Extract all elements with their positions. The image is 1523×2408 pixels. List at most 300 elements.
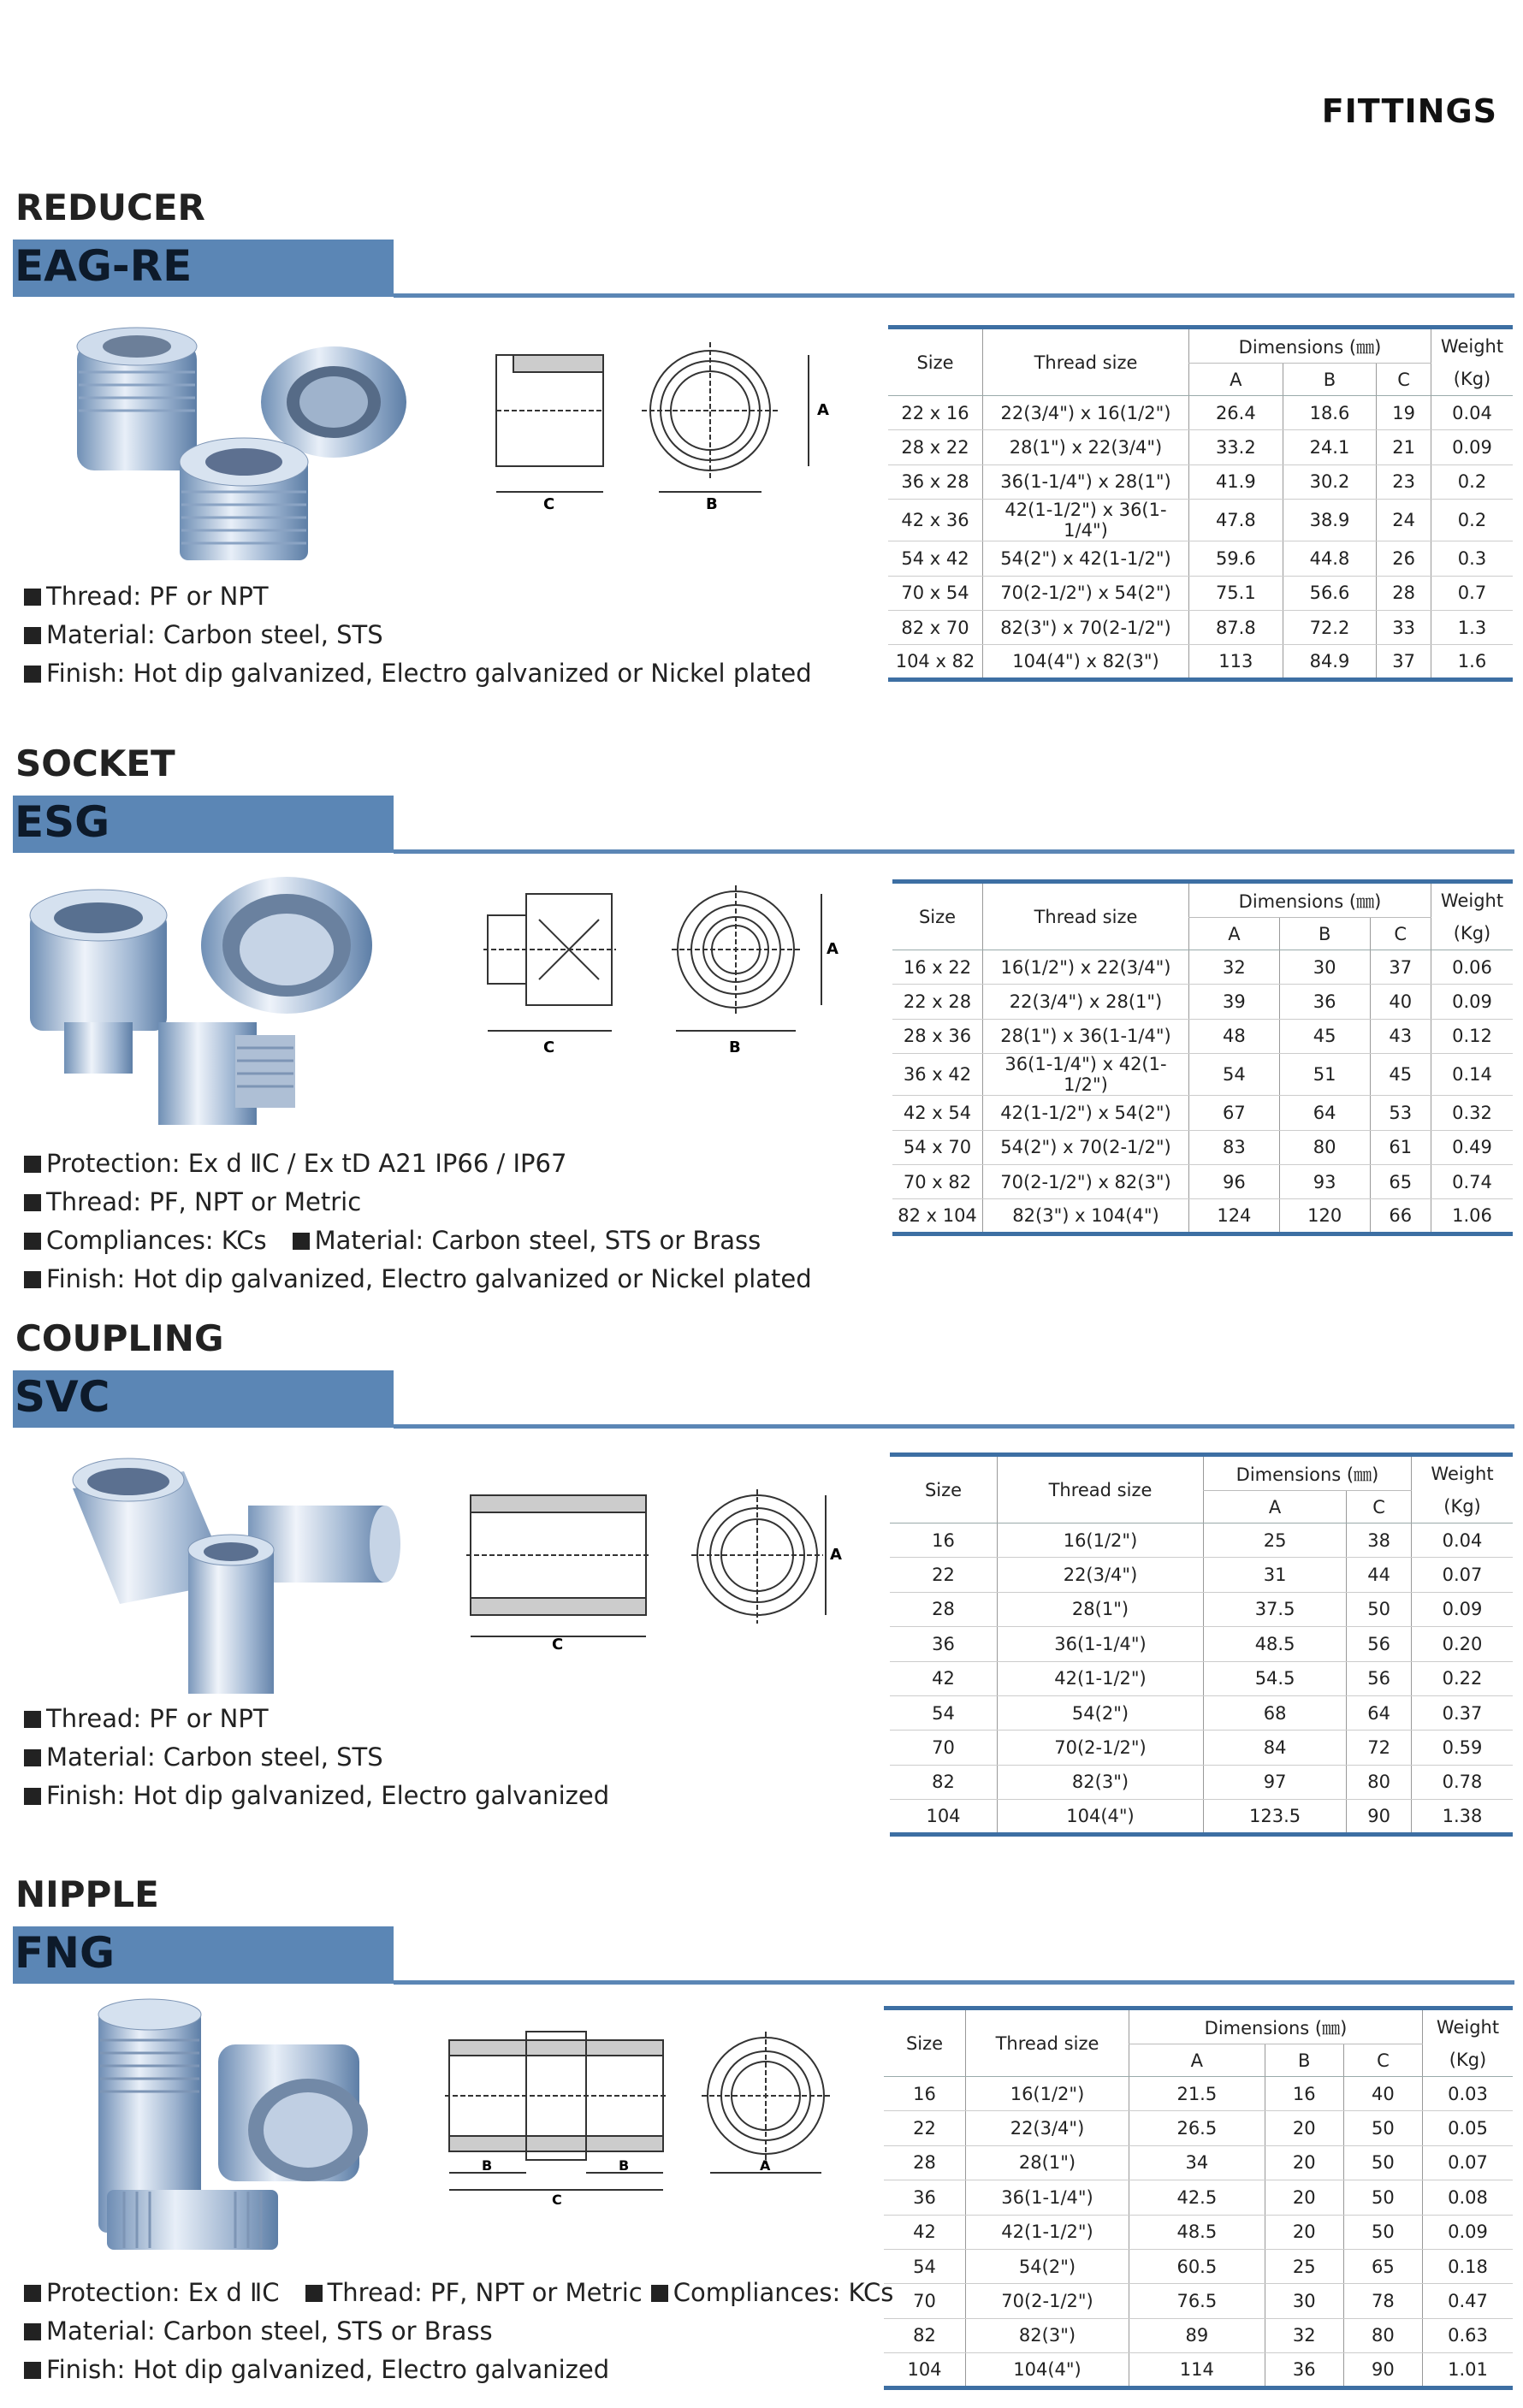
- dim-label-c: C: [552, 1636, 564, 1654]
- weight-cell: 1.06: [1431, 1199, 1514, 1234]
- bullet: Finish: Hot dip galvanized, Electro galvanized or Nickel plated: [24, 654, 812, 693]
- size-cell: 82 x 70: [888, 610, 983, 644]
- size-cell: 42: [890, 1661, 998, 1695]
- weight-cell: 0.04: [1431, 396, 1514, 430]
- thread-size-cell: 36(1-1/4"): [966, 2180, 1129, 2215]
- category-title: COUPLING: [15, 1317, 224, 1359]
- square-bullet-icon: [305, 2285, 323, 2302]
- table-row: [884, 2145, 1513, 2180]
- dimension-cell: 33.2: [1189, 430, 1283, 464]
- dimension-cell: 24.1: [1283, 430, 1377, 464]
- weight-cell: 0.47: [1423, 2284, 1514, 2318]
- thread-size-cell: 16(1/2"): [966, 2077, 1129, 2111]
- dimension-cell: 34: [1129, 2145, 1265, 2180]
- dimension-cell: 56: [1347, 1661, 1412, 1695]
- thread-size-cell: 16(1/2"): [998, 1523, 1204, 1558]
- size-cell: 42 x 36: [888, 500, 983, 541]
- size-cell: 70 x 82: [892, 1164, 983, 1198]
- weight-cell: 0.12: [1431, 1019, 1514, 1053]
- thread-size-cell: 70(2-1/2") x 82(3"): [983, 1164, 1189, 1198]
- weight-cell: 1.01: [1423, 2353, 1514, 2387]
- col-size: Size: [892, 882, 983, 950]
- nipple-spec-table: Size Thread size Dimensions (㎜) Weight A B C (Kg) 16 16(1/2") 21.5 16 40 0.03 22 22(3/4") 26.5 20 50 0.05 28 28(1") 34 20 50 0.07 36 36(1-1/4") 42.5 20 50 0.08 42 42(1-1/2") 48.5 20 50 0.09 54 54(2") 60.5 25 65 0.18 70 70(2-1/2") 76.5 30 78 0.47 82 82(3") 89 32 80 0.63 104 104(4") 114 36 90 1.01: [884, 2006, 1513, 2390]
- bullet: Material: Carbon steel, STS or Brass: [24, 2312, 893, 2351]
- square-bullet-icon: [24, 2323, 41, 2340]
- bullet: Material: Carbon steel, STS: [24, 616, 812, 654]
- square-bullet-icon: [24, 2362, 41, 2379]
- weight-cell: 1.6: [1431, 645, 1514, 679]
- col-dimensions: Dimensions (㎜): [1204, 1455, 1412, 1491]
- size-cell: 82: [890, 1765, 998, 1799]
- thread-size-cell: 36(1-1/4") x 28(1"): [983, 464, 1189, 499]
- table-row: [888, 500, 1513, 541]
- square-bullet-icon: [24, 666, 41, 683]
- table-row: [884, 2111, 1513, 2145]
- dimension-cell: 20: [1265, 2111, 1343, 2145]
- dimension-cell: 47.8: [1189, 500, 1283, 541]
- square-bullet-icon: [293, 1233, 310, 1250]
- dimension-cell: 51: [1279, 1054, 1370, 1096]
- dimension-cell: 36: [1265, 2353, 1343, 2387]
- dimension-cell: 42.5: [1129, 2180, 1265, 2215]
- size-cell: 28: [890, 1592, 998, 1626]
- thread-size-cell: 70(2-1/2") x 54(2"): [983, 576, 1189, 610]
- weight-cell: 1.3: [1431, 610, 1514, 644]
- dimension-cell: 38: [1347, 1523, 1412, 1558]
- table-row: [890, 1765, 1513, 1799]
- dimension-cell: 56.6: [1283, 576, 1377, 610]
- reducer-technical-drawing: [479, 338, 830, 522]
- dim-label-c: C: [543, 1038, 555, 1056]
- dimension-cell: 50: [1343, 2215, 1422, 2249]
- thread-size-cell: 22(3/4"): [966, 2111, 1129, 2145]
- nipple-product-photo: [77, 2002, 402, 2258]
- weight-cell: 0.18: [1423, 2249, 1514, 2283]
- dimension-cell: 50: [1343, 2145, 1422, 2180]
- dimension-cell: 113: [1189, 645, 1283, 679]
- section-rule: [394, 1424, 1514, 1429]
- dimension-cell: 90: [1343, 2353, 1422, 2387]
- dimension-cell: 40: [1343, 2077, 1422, 2111]
- dim-label-a: A: [830, 1546, 842, 1564]
- dimension-cell: 72: [1347, 1731, 1412, 1765]
- size-cell: 70 x 54: [888, 576, 983, 610]
- weight-cell: 0.09: [1431, 985, 1514, 1019]
- coupling-product-photo: [47, 1454, 406, 1702]
- dimension-cell: 53: [1370, 1096, 1431, 1130]
- dimension-cell: 78: [1343, 2284, 1422, 2318]
- table-row: [888, 541, 1513, 576]
- section-rule: [394, 1980, 1514, 1985]
- table-row: [884, 2077, 1513, 2111]
- dimension-cell: 32: [1189, 950, 1280, 985]
- coupling-spec-table: Size Thread size Dimensions (㎜) Weight A C (Kg) 16 16(1/2") 25 38 0.04 22 22(3/4") 31 44 0.07 28 28(1") 37.5 50 0.09 36 36(1-1/4") 48.5 56 0.20 42 42(1-1/2") 54.5 56 0.22 54 54(2") 68 64 0.37 70 70(2-1/2") 84 72 0.59 82 82(3") 97 80 0.78 104 104(4") 123.5 90 1.38: [890, 1452, 1513, 1837]
- dimension-cell: 60.5: [1129, 2249, 1265, 2283]
- dimension-cell: 32: [1265, 2318, 1343, 2352]
- table-row: [884, 2215, 1513, 2249]
- size-cell: 104: [884, 2353, 966, 2387]
- thread-size-cell: 42(1-1/2") x 54(2"): [983, 1096, 1189, 1130]
- size-cell: 22 x 28: [892, 985, 983, 1019]
- weight-cell: 0.07: [1423, 2145, 1514, 2180]
- size-cell: 70: [884, 2284, 966, 2318]
- dimension-cell: 24: [1377, 500, 1431, 541]
- dim-label-a: A: [760, 2157, 771, 2174]
- size-cell: 28: [884, 2145, 966, 2180]
- dimension-cell: 56: [1347, 1627, 1412, 1661]
- size-cell: 54 x 70: [892, 1130, 983, 1164]
- dimension-cell: 20: [1265, 2180, 1343, 2215]
- dimension-cell: 28: [1377, 576, 1431, 610]
- table-row: [892, 1054, 1513, 1096]
- table-row: [888, 610, 1513, 644]
- table-row: [888, 464, 1513, 499]
- dimension-cell: 96: [1189, 1164, 1280, 1198]
- weight-cell: 0.78: [1412, 1765, 1514, 1799]
- thread-size-cell: 104(4") x 82(3"): [983, 645, 1189, 679]
- size-cell: 36: [890, 1627, 998, 1661]
- dimension-cell: 48: [1189, 1019, 1280, 1053]
- dimension-cell: 114: [1129, 2353, 1265, 2387]
- coupling-technical-drawing: [462, 1487, 842, 1654]
- nipple-technical-drawing: [441, 2023, 843, 2207]
- thread-size-cell: 36(1-1/4") x 42(1-1/2"): [983, 1054, 1189, 1096]
- weight-cell: 0.14: [1431, 1054, 1514, 1096]
- dimension-cell: 66: [1370, 1199, 1431, 1234]
- square-bullet-icon: [24, 2285, 41, 2302]
- dimension-cell: 64: [1279, 1096, 1370, 1130]
- table-row: [884, 2318, 1513, 2352]
- col-dimensions: Dimensions (㎜): [1189, 882, 1431, 918]
- weight-cell: 0.08: [1423, 2180, 1514, 2215]
- size-cell: 36 x 42: [892, 1054, 983, 1096]
- thread-size-cell: 28(1"): [966, 2145, 1129, 2180]
- square-bullet-icon: [24, 1233, 41, 1250]
- dimension-cell: 45: [1279, 1019, 1370, 1053]
- weight-cell: 0.09: [1431, 430, 1514, 464]
- square-bullet-icon: [24, 1711, 41, 1728]
- table-row: [890, 1627, 1513, 1661]
- thread-size-cell: 54(2"): [966, 2249, 1129, 2283]
- dimension-cell: 45: [1370, 1054, 1431, 1096]
- table-row: [890, 1523, 1513, 1558]
- bullet: Thread: PF or NPT: [24, 1700, 609, 1738]
- thread-size-cell: 82(3"): [966, 2318, 1129, 2352]
- weight-cell: 0.06: [1431, 950, 1514, 985]
- table-row: [884, 2353, 1513, 2387]
- col-thread: Thread size: [966, 2009, 1129, 2077]
- dimension-cell: 76.5: [1129, 2284, 1265, 2318]
- weight-cell: 0.59: [1412, 1731, 1514, 1765]
- col-size: Size: [884, 2009, 966, 2077]
- dimension-cell: 30: [1265, 2284, 1343, 2318]
- thread-size-cell: 22(3/4") x 28(1"): [983, 985, 1189, 1019]
- table-row: [892, 1164, 1513, 1198]
- dim-label-b: B: [706, 495, 718, 513]
- size-cell: 42 x 54: [892, 1096, 983, 1130]
- thread-size-cell: 104(4"): [998, 1800, 1204, 1834]
- dimension-cell: 36: [1279, 985, 1370, 1019]
- dimension-cell: 25: [1204, 1523, 1347, 1558]
- bullet: Thread: PF, NPT or Metric: [24, 1183, 812, 1222]
- dimension-cell: 72.2: [1283, 610, 1377, 644]
- square-bullet-icon: [24, 1749, 41, 1766]
- weight-cell: 0.09: [1412, 1592, 1514, 1626]
- dimension-cell: 37.5: [1204, 1592, 1347, 1626]
- dim-label-b: B: [729, 1038, 741, 1056]
- dimension-cell: 124: [1189, 1199, 1280, 1234]
- size-cell: 82: [884, 2318, 966, 2352]
- reducer-product-photo: [60, 321, 428, 569]
- col-size: Size: [890, 1455, 998, 1523]
- weight-cell: 0.7: [1431, 576, 1514, 610]
- bullet: Finish: Hot dip galvanized, Electro galvanized: [24, 2351, 893, 2389]
- dimension-cell: 64: [1347, 1695, 1412, 1730]
- size-cell: 16 x 22: [892, 950, 983, 985]
- dimension-cell: 21.5: [1129, 2077, 1265, 2111]
- dimension-cell: 90: [1347, 1800, 1412, 1834]
- dimension-cell: 16: [1265, 2077, 1343, 2111]
- dimension-cell: 18.6: [1283, 396, 1377, 430]
- dimension-cell: 20: [1265, 2215, 1343, 2249]
- product-code-band: [13, 240, 394, 297]
- dimension-cell: 30.2: [1283, 464, 1377, 499]
- size-cell: 22: [884, 2111, 966, 2145]
- weight-cell: 0.20: [1412, 1627, 1514, 1661]
- bullet: Protection: Ex d ⅡC Thread: PF, NPT or Metric Compliances: KCs: [24, 2274, 893, 2312]
- dimension-cell: 87.8: [1189, 610, 1283, 644]
- square-bullet-icon: [24, 1271, 41, 1288]
- thread-size-cell: 54(2"): [998, 1695, 1204, 1730]
- product-code: SVC: [15, 1372, 110, 1422]
- size-cell: 42: [884, 2215, 966, 2249]
- table-row: [884, 2180, 1513, 2215]
- dimension-cell: 84.9: [1283, 645, 1377, 679]
- size-cell: 36: [884, 2180, 966, 2215]
- weight-cell: 0.37: [1412, 1695, 1514, 1730]
- size-cell: 28 x 36: [892, 1019, 983, 1053]
- table-row: [892, 1130, 1513, 1164]
- dimension-cell: 19: [1377, 396, 1431, 430]
- dimension-cell: 80: [1347, 1765, 1412, 1799]
- dim-label-a: A: [817, 401, 829, 419]
- bullet: Material: Carbon steel, STS: [24, 1738, 609, 1777]
- thread-size-cell: 82(3") x 104(4"): [983, 1199, 1189, 1234]
- dimension-cell: 26.4: [1189, 396, 1283, 430]
- thread-size-cell: 36(1-1/4"): [998, 1627, 1204, 1661]
- weight-cell: 1.38: [1412, 1800, 1514, 1834]
- dimension-cell: 33: [1377, 610, 1431, 644]
- category-title: SOCKET: [15, 743, 175, 784]
- thread-size-cell: 82(3"): [998, 1765, 1204, 1799]
- dimension-cell: 40: [1370, 985, 1431, 1019]
- size-cell: 36 x 28: [888, 464, 983, 499]
- dimension-cell: 68: [1204, 1695, 1347, 1730]
- reducer-spec-bullets: [24, 577, 812, 693]
- socket-technical-drawing: [479, 885, 839, 1061]
- table-row: [888, 645, 1513, 679]
- thread-size-cell: 42(1-1/2"): [966, 2215, 1129, 2249]
- dimension-cell: 50: [1343, 2111, 1422, 2145]
- size-cell: 28 x 22: [888, 430, 983, 464]
- socket-product-photo: [26, 868, 394, 1138]
- square-bullet-icon: [24, 589, 41, 606]
- dimension-cell: 80: [1279, 1130, 1370, 1164]
- dimension-cell: 54.5: [1204, 1661, 1347, 1695]
- size-cell: 22: [890, 1558, 998, 1592]
- col-weight: Weight: [1423, 2009, 1514, 2044]
- dimension-cell: 89: [1129, 2318, 1265, 2352]
- dimension-cell: 31: [1204, 1558, 1347, 1592]
- size-cell: 104: [890, 1800, 998, 1834]
- dimension-cell: 21: [1377, 430, 1431, 464]
- weight-cell: 0.49: [1431, 1130, 1514, 1164]
- weight-cell: 0.04: [1412, 1523, 1514, 1558]
- square-bullet-icon: [24, 1156, 41, 1173]
- dimension-cell: 93: [1279, 1164, 1370, 1198]
- dimension-cell: 50: [1343, 2180, 1422, 2215]
- thread-size-cell: 70(2-1/2"): [998, 1731, 1204, 1765]
- dimension-cell: 48.5: [1204, 1627, 1347, 1661]
- product-code: EAG-RE: [15, 241, 193, 291]
- weight-cell: 0.03: [1423, 2077, 1514, 2111]
- thread-size-cell: 28(1") x 22(3/4"): [983, 430, 1189, 464]
- product-code-band: [13, 1370, 394, 1428]
- thread-size-cell: 42(1-1/2"): [998, 1661, 1204, 1695]
- dim-label-a: A: [827, 940, 839, 958]
- category-title: REDUCER: [15, 186, 205, 228]
- dimension-cell: 50: [1347, 1592, 1412, 1626]
- bullet: Thread: PF or NPT: [24, 577, 812, 616]
- socket-spec-table: Size Thread size Dimensions (㎜) Weight A B C (Kg) 16 x 22 16(1/2") x 22(3/4") 32 30 37 0.06 22 x 28 22(3/4") x 28(1") 39 36 40 0.09 28 x 36 28(1") x 36(1-1/4") 48 45 43 0.12 36 x 42 36(1-1/4") x 42(1-1/2") 54 51 45 0.14 42 x 54 42(1-1/2") x 54(2") 67 64 53 0.32 54 x 70 54(2") x 70(2-1/2") 83 80 61 0.49 70 x 82 70(2-1/2") x 82(3") 96 93 65 0.74 82 x 104 82(3") x 104(4") 124 120 66 1.06: [892, 879, 1513, 1236]
- weight-cell: 0.2: [1431, 464, 1514, 499]
- square-bullet-icon: [24, 1194, 41, 1211]
- thread-size-cell: 54(2") x 70(2-1/2"): [983, 1130, 1189, 1164]
- thread-size-cell: 82(3") x 70(2-1/2"): [983, 610, 1189, 644]
- dimension-cell: 120: [1279, 1199, 1370, 1234]
- bullet: Protection: Ex d ⅡC / Ex tD A21 IP66 / IP67: [24, 1145, 812, 1183]
- dimension-cell: 30: [1279, 950, 1370, 985]
- col-thread: Thread size: [983, 882, 1189, 950]
- page-title: FITTINGS: [1321, 92, 1497, 130]
- weight-cell: 0.2: [1431, 500, 1514, 541]
- thread-size-cell: 28(1"): [998, 1592, 1204, 1626]
- table-row: [890, 1731, 1513, 1765]
- dimension-cell: 26: [1377, 541, 1431, 576]
- weight-cell: 0.05: [1423, 2111, 1514, 2145]
- square-bullet-icon: [24, 627, 41, 644]
- col-size: Size: [888, 328, 983, 396]
- col-thread: Thread size: [998, 1455, 1204, 1523]
- dimension-cell: 80: [1343, 2318, 1422, 2352]
- dimension-cell: 41.9: [1189, 464, 1283, 499]
- weight-cell: 0.32: [1431, 1096, 1514, 1130]
- dimension-cell: 43: [1370, 1019, 1431, 1053]
- dimension-cell: 54: [1189, 1054, 1280, 1096]
- socket-spec-bullets: [24, 1145, 812, 1299]
- dimension-cell: 26.5: [1129, 2111, 1265, 2145]
- table-row: [890, 1661, 1513, 1695]
- product-code-band: [13, 1926, 394, 1984]
- thread-size-cell: 104(4"): [966, 2353, 1129, 2387]
- dimension-cell: 67: [1189, 1096, 1280, 1130]
- table-row: [888, 430, 1513, 464]
- col-thread: Thread size: [983, 328, 1189, 396]
- table-row: [888, 576, 1513, 610]
- dimension-cell: 37: [1377, 645, 1431, 679]
- dimension-cell: 25: [1265, 2249, 1343, 2283]
- col-weight: Weight: [1431, 328, 1514, 364]
- dimension-cell: 39: [1189, 985, 1280, 1019]
- table-row: [892, 1199, 1513, 1234]
- size-cell: 70: [890, 1731, 998, 1765]
- dimension-cell: 44.8: [1283, 541, 1377, 576]
- thread-size-cell: 22(3/4"): [998, 1558, 1204, 1592]
- col-dimensions: Dimensions (㎜): [1189, 328, 1431, 364]
- col-weight: Weight: [1431, 882, 1514, 918]
- dimension-cell: 48.5: [1129, 2215, 1265, 2249]
- dimension-cell: 61: [1370, 1130, 1431, 1164]
- table-row: [890, 1800, 1513, 1834]
- table-row: [890, 1695, 1513, 1730]
- size-cell: 54 x 42: [888, 541, 983, 576]
- thread-size-cell: 16(1/2") x 22(3/4"): [983, 950, 1189, 985]
- size-cell: 54: [884, 2249, 966, 2283]
- weight-cell: 0.74: [1431, 1164, 1514, 1198]
- size-cell: 16: [884, 2077, 966, 2111]
- thread-size-cell: 28(1") x 36(1-1/4"): [983, 1019, 1189, 1053]
- thread-size-cell: 42(1-1/2") x 36(1-1/4"): [983, 500, 1189, 541]
- thread-size-cell: 22(3/4") x 16(1/2"): [983, 396, 1189, 430]
- product-code: FNG: [15, 1928, 116, 1978]
- dimension-cell: 37: [1370, 950, 1431, 985]
- col-dimensions: Dimensions (㎜): [1129, 2009, 1423, 2044]
- col-weight: Weight: [1412, 1455, 1514, 1491]
- dim-label-c: C: [552, 2192, 562, 2208]
- size-cell: 16: [890, 1523, 998, 1558]
- section-rule: [394, 849, 1514, 854]
- dimension-cell: 65: [1343, 2249, 1422, 2283]
- coupling-spec-bullets: [24, 1700, 609, 1815]
- size-cell: 22 x 16: [888, 396, 983, 430]
- dimension-cell: 44: [1347, 1558, 1412, 1592]
- bullet: Finish: Hot dip galvanized, Electro galvanized or Nickel plated: [24, 1260, 812, 1299]
- table-row: [892, 950, 1513, 985]
- table-row: [890, 1558, 1513, 1592]
- table-row: [884, 2284, 1513, 2318]
- dimension-cell: 23: [1377, 464, 1431, 499]
- dimension-cell: 59.6: [1189, 541, 1283, 576]
- table-row: [890, 1592, 1513, 1626]
- bullet: Finish: Hot dip galvanized, Electro galvanized: [24, 1777, 609, 1815]
- table-row: [892, 985, 1513, 1019]
- thread-size-cell: 70(2-1/2"): [966, 2284, 1129, 2318]
- bullet: Compliances: KCs Material: Carbon steel, STS or Brass: [24, 1222, 812, 1260]
- dimension-cell: 75.1: [1189, 576, 1283, 610]
- table-row: [888, 396, 1513, 430]
- dim-label-c: C: [543, 495, 555, 513]
- dimension-cell: 123.5: [1204, 1800, 1347, 1834]
- thread-size-cell: 54(2") x 42(1-1/2"): [983, 541, 1189, 576]
- weight-cell: 0.09: [1423, 2215, 1514, 2249]
- size-cell: 54: [890, 1695, 998, 1730]
- section-rule: [394, 293, 1514, 298]
- product-code: ESG: [15, 797, 110, 847]
- size-cell: 104 x 82: [888, 645, 983, 679]
- dim-label-b: B: [619, 2157, 630, 2174]
- dimension-cell: 20: [1265, 2145, 1343, 2180]
- square-bullet-icon: [24, 1788, 41, 1805]
